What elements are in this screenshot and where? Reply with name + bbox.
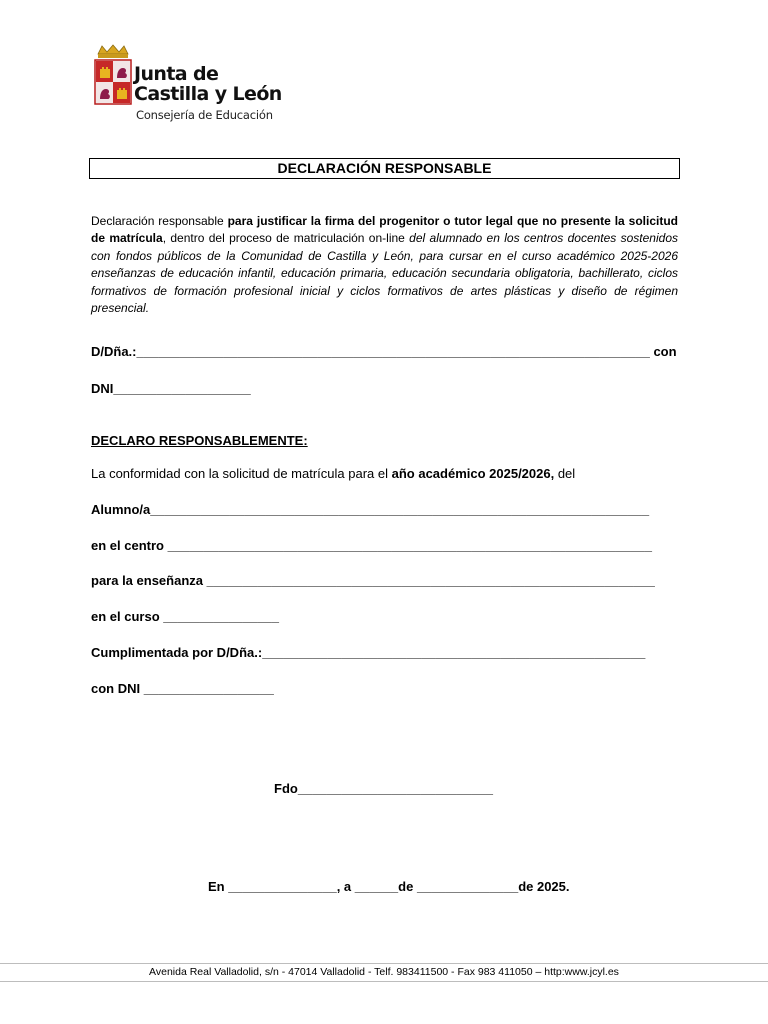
cumplimentada-field: [91, 645, 645, 661]
ddna-blank[interactable]: _______________________________________________________________________: [136, 344, 650, 359]
junta-logo: [92, 44, 282, 124]
centro-field: [91, 538, 652, 554]
intro-text-1: Declaración responsable: [91, 214, 228, 228]
date-a: , a: [336, 879, 355, 894]
centro-blank[interactable]: ___________________________________________________________________: [167, 538, 652, 553]
cumplimentada-blank[interactable]: _____________________________________________________: [262, 645, 646, 660]
ensenanza-blank[interactable]: ______________________________________________________________: [206, 573, 655, 588]
footer-divider-bottom: [0, 981, 768, 982]
declaro-heading: DECLARO RESPONSABLEMENTE:: [91, 433, 308, 448]
date-year: de 2025.: [518, 879, 570, 894]
logo-subtitle: Consejería de Educación: [136, 108, 273, 122]
con-dni-label: con DNI: [91, 681, 144, 696]
footer-address: Avenida Real Valladolid, s/n - 47014 Valladolid - Telf. 983411500 - Fax 983 411050 – http:www.jcyl.es: [149, 966, 619, 978]
intro-italic-text: del alumnado en los centros docentes sostenidos con fondos públicos de la Comunidad de Castilla y León, para cursar en el curso académico 2025-2026 enseñanzas de educación infantil, educación primaria, educación secundaria obligatoria, bachillerato, ciclos formativos de formación profesional inicial y ciclos formativos de artes plásticas y diseño de régimen presencial.: [91, 231, 678, 316]
ensenanza-field: [91, 573, 655, 589]
conformidad-suffix: del: [554, 466, 576, 481]
curso-label: en el curso: [91, 609, 164, 624]
centro-label: en el centro: [91, 538, 168, 553]
date-month-blank[interactable]: ______________: [416, 879, 519, 894]
date-line: [208, 879, 570, 895]
ddna-label: D/Dña.:: [91, 344, 137, 359]
coat-of-arms-icon: [92, 44, 134, 110]
curso-blank[interactable]: ________________: [163, 609, 279, 624]
ddna-field: [91, 344, 677, 360]
intro-text-2: , dentro del proceso de matriculación on-line: [162, 231, 410, 246]
dni-field: [91, 381, 251, 397]
fdo-label: Fdo: [274, 781, 298, 796]
ddna-suffix: con: [649, 344, 677, 359]
curso-field: [91, 609, 279, 625]
signature-field: [274, 781, 493, 797]
ensenanza-label: para la enseñanza: [91, 573, 207, 588]
cumplimentada-label: Cumplimentada por D/Dña.:: [91, 645, 263, 660]
con-dni-field: [91, 681, 274, 697]
date-de: de: [398, 879, 417, 894]
date-place-blank[interactable]: _______________: [228, 879, 337, 894]
con-dni-blank[interactable]: __________________: [143, 681, 274, 696]
dni-label: DNI: [91, 381, 114, 396]
date-en: En: [208, 879, 229, 894]
fdo-blank[interactable]: ___________________________: [297, 781, 494, 796]
alumno-field: [91, 502, 649, 518]
conformidad-line: [91, 466, 575, 482]
conformidad-text: La conformidad con la solicitud de matrícula para el: [91, 466, 392, 481]
alumno-blank[interactable]: _____________________________________________________________________: [150, 502, 650, 517]
document-title: DECLARACIÓN RESPONSABLE: [89, 158, 680, 179]
conformidad-year: año académico 2025/2026,: [391, 466, 555, 481]
intro-paragraph: [91, 213, 678, 317]
logo-title-line1: Junta de: [134, 63, 219, 85]
alumno-label: Alumno/a: [91, 502, 151, 517]
footer-divider-top: [0, 963, 768, 964]
dni-blank[interactable]: ___________________: [113, 381, 251, 396]
date-day-blank[interactable]: ______: [354, 879, 399, 894]
logo-title-line2: Castilla y León: [134, 83, 282, 105]
intro-bold-text: para justificar la firma del progenitor o tutor legal que no presente la solicitud de matrícula: [91, 214, 678, 246]
